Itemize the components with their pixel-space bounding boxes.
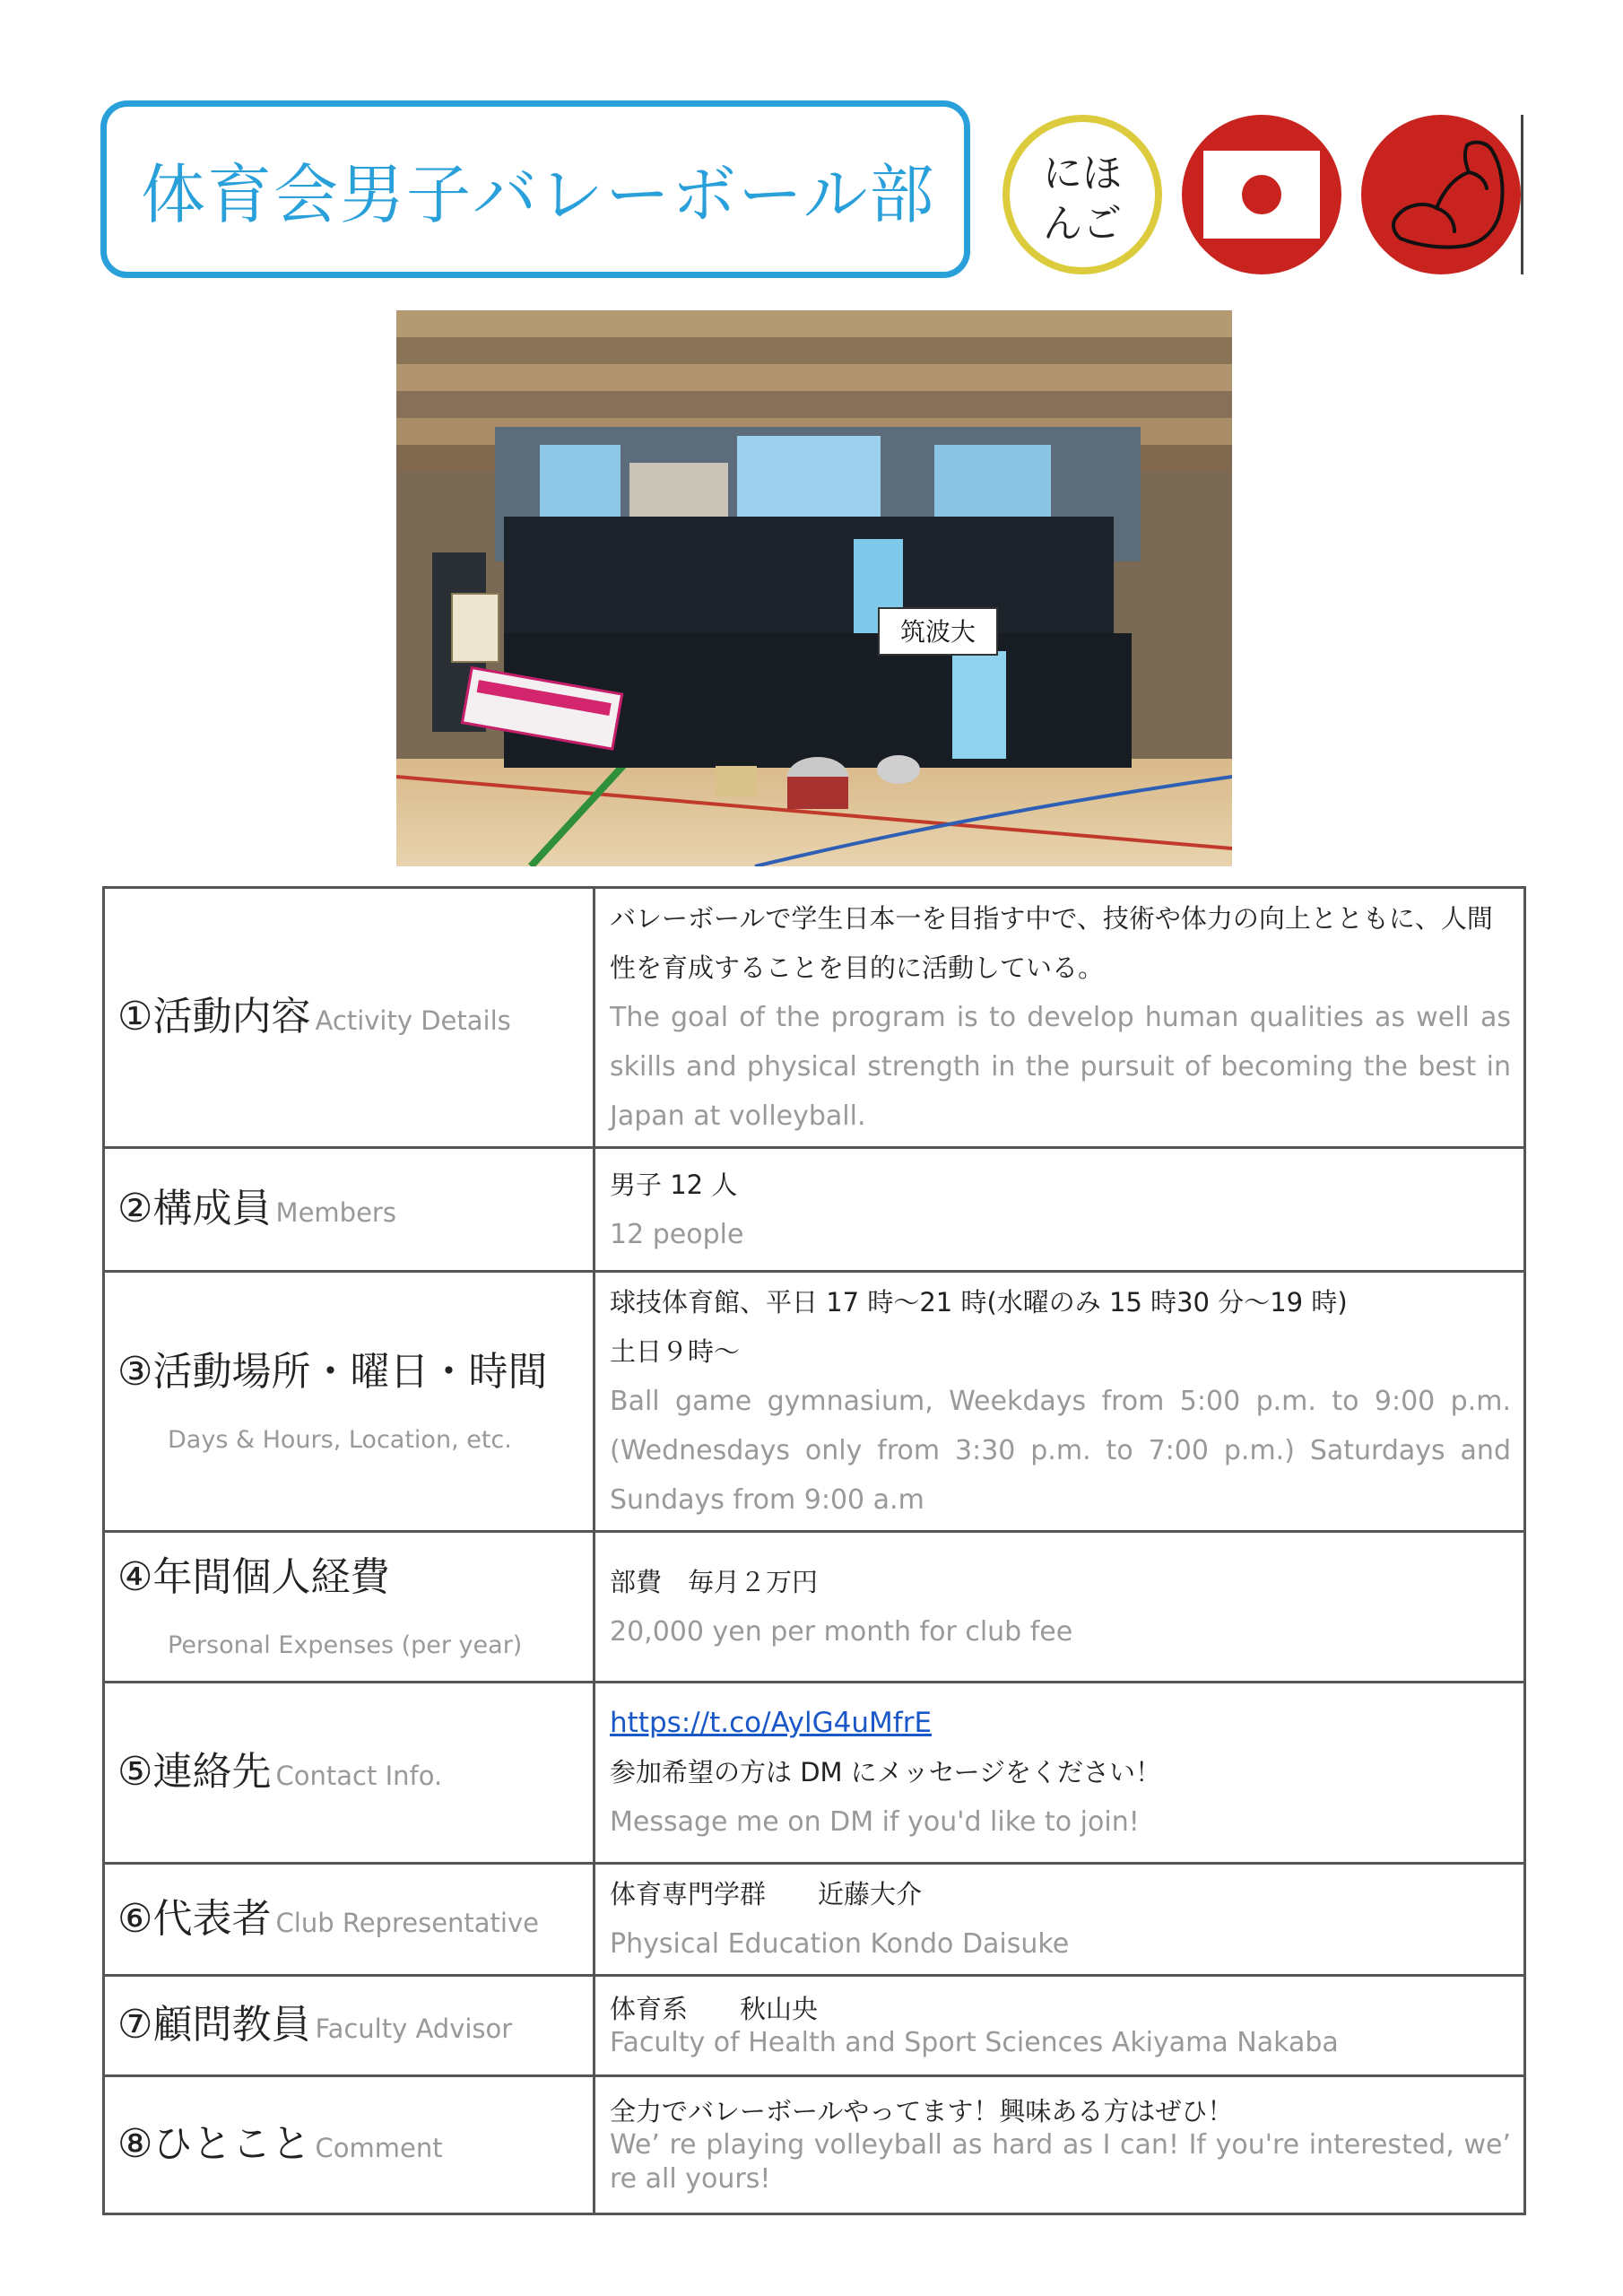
info-table	[102, 886, 1526, 2215]
label-advisor-en: Faculty Advisor	[315, 2013, 513, 2045]
row-advisor	[104, 1976, 1525, 2076]
label-expenses-en: Personal Expenses (per year)	[168, 1631, 523, 1660]
edge-divider	[1521, 115, 1523, 274]
label-location-en: Days & Hours, Location, etc.	[168, 1426, 512, 1455]
row-label-cell	[104, 1864, 595, 1976]
label-activity-en: Activity Details	[315, 1005, 511, 1037]
row-label-cell	[104, 1532, 595, 1683]
certificate	[452, 594, 499, 662]
location-ja-1: 球技体育館、平日 17 時～21 時(水曜のみ 15 時30 分～19 時)	[610, 1287, 1348, 1318]
flexed-arm-icon	[1361, 115, 1521, 274]
representative-ja: 体育専門学群 近藤大介	[610, 1879, 923, 1909]
contact-ja: 参加希望の方は DM にメッセージをください！	[610, 1757, 1162, 1787]
comment-ja: 全力でバレーボールやってます！興味ある方はぜひ！	[610, 2095, 1234, 2126]
row-label-cell	[104, 1148, 595, 1272]
japan-flag-badge[interactable]	[1182, 115, 1341, 274]
advisor-en: Faculty of Health and Sport Sciences Akiyama Nakaba	[610, 2026, 1339, 2058]
row-contact	[104, 1683, 1525, 1864]
label-location: ③活動場所・曜日・時間	[117, 1348, 548, 1395]
advisor-ja: 体育系 秋山央	[610, 1993, 819, 2024]
label-activity: ①活動内容	[117, 994, 311, 1040]
japan-flag-icon	[1203, 151, 1320, 239]
expenses-ja: 部費 毎月２万円	[610, 1566, 819, 1597]
location-en: Ball game gymnasium, Weekdays from 5:00 p.m. to 9:00 p.m. (Wednesdays only from 3:30 p.m. to 7:00 p.m.) Saturdays and Sundays from 9:00 a.m	[610, 1386, 1511, 1516]
row-representative	[104, 1864, 1525, 1976]
row-content-cell	[595, 1532, 1525, 1683]
row-label-cell	[104, 2076, 595, 2214]
row-content-cell	[595, 1683, 1525, 1864]
row-content-cell	[595, 888, 1525, 1148]
label-members: ②構成員	[117, 1186, 272, 1232]
label-comment-en: Comment	[315, 2133, 443, 2164]
row-content-cell	[595, 1272, 1525, 1532]
label-members-en: Members	[275, 1197, 396, 1229]
row-content-cell	[595, 1976, 1525, 2076]
row-label-cell	[104, 888, 595, 1148]
row-members	[104, 1148, 1525, 1272]
label-representative-en: Club Representative	[275, 1907, 539, 1938]
location-ja-2: 土日９時～	[610, 1336, 741, 1367]
comment-en: We’ re playing volleyball as hard as I can! If you're interested, we’ re all yours!	[610, 2128, 1511, 2195]
team-photo	[396, 310, 1232, 866]
members-en: 12 people	[610, 1218, 744, 1250]
nihongo-badge-line2: んご	[1043, 201, 1122, 247]
row-expenses	[104, 1532, 1525, 1683]
row-location	[104, 1272, 1525, 1532]
title-box	[100, 100, 970, 278]
nihongo-badge[interactable]	[1002, 115, 1162, 274]
representative-en: Physical Education Kondo Daisuke	[610, 1928, 1070, 1960]
activity-ja: バレーボールで学生日本一を目指す中で、技術や体力の向上とともに、人間性を育成することを目的に活動している。	[610, 903, 1493, 983]
label-expenses: ④年間個人経費	[117, 1553, 390, 1600]
university-sign	[879, 608, 997, 655]
activity-en: The goal of the program is to develop human qualities as well as skills and physical strength in the pursuit of becoming the best in Japan at volleyball.	[610, 1002, 1511, 1132]
contact-en: Message me on DM if you'd like to join!	[610, 1806, 1140, 1838]
page-title: 体育会男子バレーボール部	[141, 157, 936, 232]
contact-link[interactable]: https://t.co/AylG4uMfrE	[610, 1707, 933, 1739]
members-ja: 男子 12 人	[610, 1169, 738, 1200]
row-label-cell	[104, 1272, 595, 1532]
label-advisor: ⑦顧問教員	[117, 2002, 311, 2048]
row-label-cell	[104, 1976, 595, 2076]
label-comment: ⑧ひとこと	[117, 2121, 311, 2168]
row-comment	[104, 2076, 1525, 2214]
nihongo-badge-line1: にほ	[1043, 151, 1122, 196]
row-activity-details	[104, 888, 1525, 1148]
university-sign-text: 筑波大	[899, 617, 976, 647]
label-contact: ⑤連絡先	[117, 1749, 272, 1796]
row-content-cell	[595, 1148, 1525, 1272]
label-representative: ⑥代表者	[117, 1895, 272, 1942]
muscle-badge[interactable]	[1361, 115, 1521, 274]
flag-sun-circle	[1242, 175, 1281, 214]
label-contact-en: Contact Info.	[275, 1761, 443, 1792]
row-content-cell	[595, 2076, 1525, 2214]
row-content-cell	[595, 1864, 1525, 1976]
expenses-en: 20,000 yen per month for club fee	[610, 1615, 1073, 1648]
row-label-cell	[104, 1683, 595, 1864]
